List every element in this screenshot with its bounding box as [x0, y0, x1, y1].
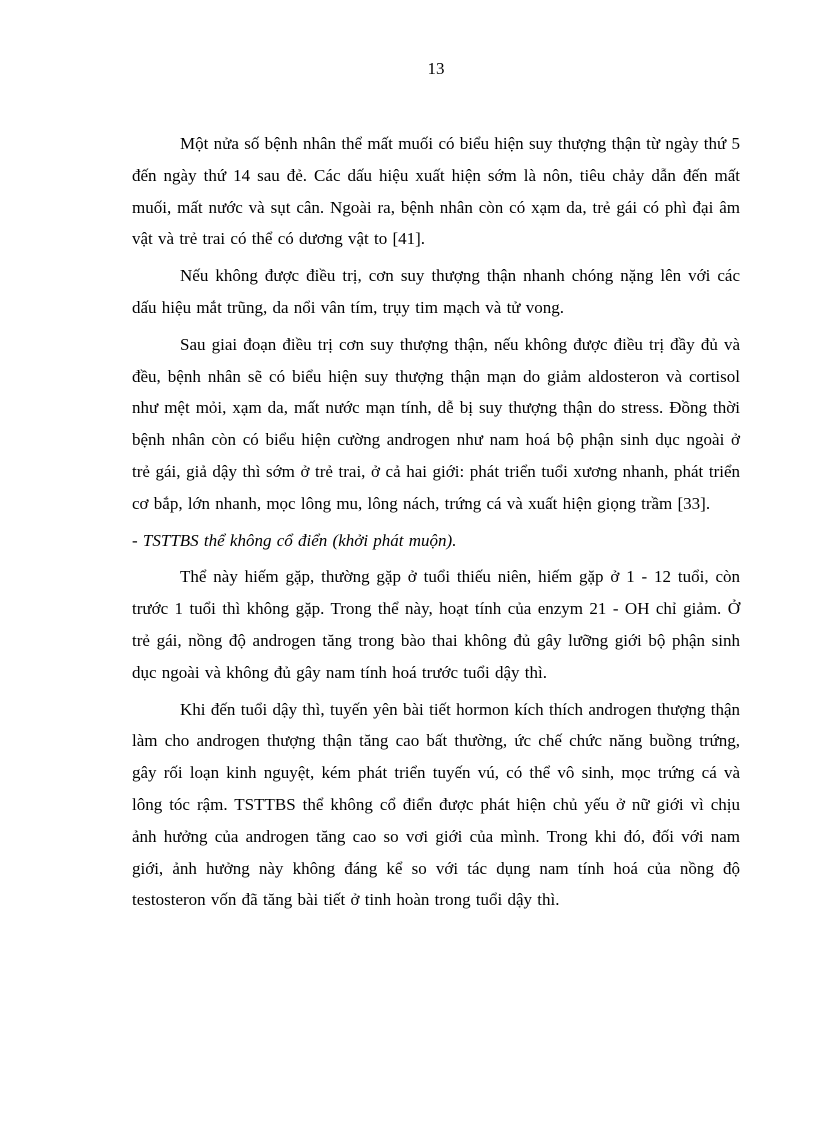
paragraph-chronic-insufficiency: Sau giai đoạn điều trị cơn suy thượng thận, nếu không được điều trị đầy đủ và đều, bệnh nhân sẽ có biểu hiện suy thượng thận mạn do giảm aldosteron và cortisol như mệt mỏi, xạm da, mất nước mạn tính, dễ bị suy thượng thận do stress. Đồng thời bệnh nhân còn có biểu hiện cường androgen như nam hoá bộ phận sinh dục ngoài ở trẻ gái, giả dậy thì sớm ở trẻ trai, ở cả hai giới: phát triển tuổi xương nhanh, phát triển cơ bắp, lớn nhanh, mọc lông mu, lông nách, trứng cá và xuất hiện giọng trầm [33].: [132, 334, 740, 513]
page-number: 13: [427, 59, 445, 78]
section-heading-nonclassic: - TSTTBS thể không cổ điển (khởi phát muộn).: [132, 530, 457, 550]
page-content: [132, 128, 740, 916]
paragraph-nonclassic-rare: Thể này hiếm gặp, thường gặp ở tuổi thiếu niên, hiếm gặp ở 1 - 12 tuổi, còn trước 1 tuổi thì không gặp. Trong thể này, hoạt tính của enzym 21 - OH chỉ giảm. Ở trẻ gái, nồng độ androgen tăng trong bào thai không đủ gây lưỡng giới bộ phận sinh dục ngoài và không đủ gây nam tính hoá trước tuổi dậy thì.: [132, 567, 740, 682]
paragraph-salt-wasting: Một nửa số bệnh nhân thể mất muối có biểu hiện suy thượng thận từ ngày thứ 5 đến ngày thứ 14 sau đẻ. Các dấu hiệu xuất hiện sớm là nôn, tiêu chảy dẫn đến mất muối, mất nước và sụt cân. Ngoài ra, bệnh nhân còn có xạm da, trẻ gái có phì đại âm vật và trẻ trai có thể có dương vật to [41].: [132, 134, 740, 249]
paragraph-puberty-effects: Khi đến tuổi dậy thì, tuyến yên bài tiết hormon kích thích androgen thượng thận làm cho androgen thượng thận tăng cao bất thường, ức chế chức năng buồng trứng, gây rối loạn kinh nguyệt, kém phát triển tuyến vú, có thể vô sinh, mọc trứng cá và lông tóc rậm. TSTTBS thể không cổ điển được phát hiện chủ yếu ở nữ giới vì chịu ảnh hưởng của androgen tăng cao so vơi giới của mình. Trong khi đó, đối với nam giới, ảnh hưởng này không đáng kể so với tác dụng nam tính hoá của nồng độ testosteron vốn đã tăng bài tiết ở tinh hoàn trong tuổi dậy thì.: [132, 699, 740, 910]
paragraph-untreated-crisis: Nếu không được điều trị, cơn suy thượng thận nhanh chóng nặng lên với các dấu hiệu mắt trũng, da nổi vân tím, trụy tim mạch và tử vong.: [132, 266, 740, 317]
